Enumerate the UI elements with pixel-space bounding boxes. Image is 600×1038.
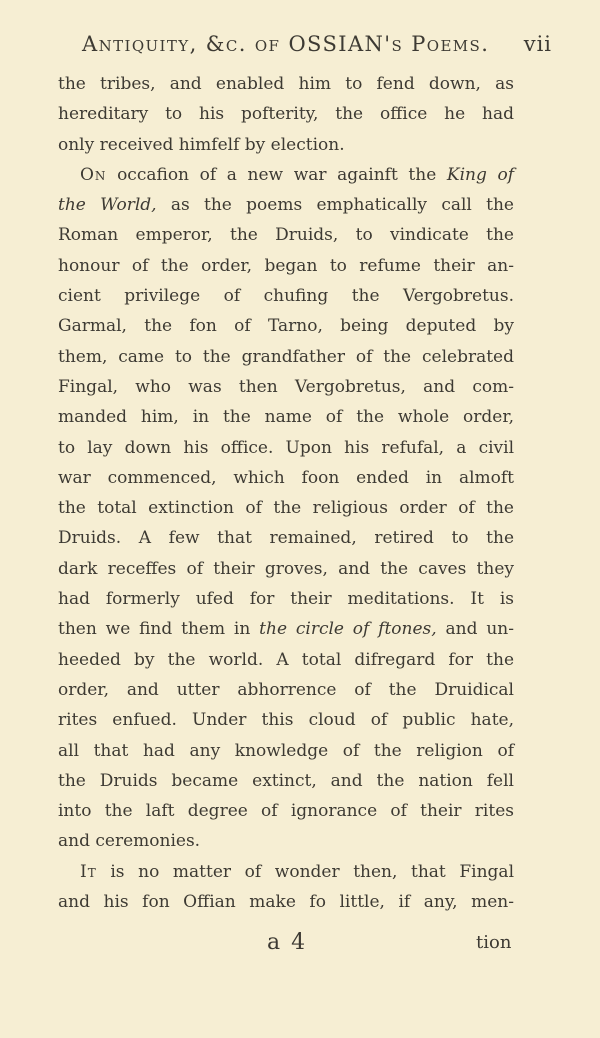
text-line bbox=[58, 614, 514, 644]
page-footer bbox=[0, 928, 600, 958]
text-line bbox=[58, 857, 514, 887]
text-line: Garmal, the fon of Tarno, being deputed by bbox=[58, 316, 514, 337]
italic-phrase: the circle of ftones, bbox=[259, 619, 437, 640]
text-line: the tribes, and enabled him to fend down, as bbox=[58, 74, 514, 94]
running-title: Antiquity, &c. of OSSIAN's Poems. bbox=[82, 32, 490, 56]
text-line: only received himfelf by election. bbox=[58, 134, 345, 155]
text-fragment: and un- bbox=[445, 619, 515, 640]
italic-phrase: King of bbox=[446, 164, 515, 185]
text-line: order, and utter abhorrence of the Druidical bbox=[58, 679, 514, 700]
text-fragment: is no matter of wonder then, that Fingal bbox=[110, 861, 515, 882]
text-line bbox=[58, 160, 514, 190]
text-line: Fingal, who was then Vergobretus, and com- bbox=[58, 376, 514, 397]
text-line bbox=[58, 190, 514, 220]
body-text bbox=[58, 69, 514, 917]
text-line: the Druids became extinct, and the nation fell bbox=[58, 770, 514, 791]
text-line: hereditary to his pofterity, the office he had bbox=[58, 104, 514, 125]
text-line: into the laft degree of ignorance of their rites bbox=[58, 801, 514, 822]
text-line: all that had any knowledge of the religion of bbox=[58, 740, 514, 761]
text-line: had formerly ufed for their meditations. It is bbox=[58, 589, 514, 610]
text-line: cient privilege of chufing the Vergobretus. bbox=[58, 286, 514, 307]
text-line: rites enfued. Under this cloud of public hate, bbox=[58, 710, 514, 731]
text-line: heeded by the world. A total difregard for the bbox=[58, 649, 514, 670]
text-line: Roman emperor, the Druids, to vindicate the bbox=[58, 225, 514, 246]
italic-phrase: the World, bbox=[58, 195, 157, 216]
paragraph-opening-word: It bbox=[80, 861, 97, 882]
text-line: Druids. A few that remained, retired to the bbox=[58, 528, 514, 549]
page-number: vii bbox=[523, 32, 552, 56]
text-fragment: then we find them in bbox=[58, 619, 251, 640]
signature-mark: a 4 bbox=[267, 930, 308, 955]
text-line: and ceremonies. bbox=[58, 831, 201, 852]
text-line: manded him, in the name of the whole order, bbox=[58, 407, 514, 428]
paragraph-opening-word: On bbox=[80, 164, 107, 185]
text-line: the total extinction of the religious order of the bbox=[58, 498, 514, 519]
catchword: tion bbox=[476, 932, 512, 953]
text-fragment: occafion of a new war againft the bbox=[117, 164, 437, 185]
text-line: dark receffes of their groves, and the caves they bbox=[58, 558, 514, 579]
text-fragment: as the poems emphatically call the bbox=[170, 195, 514, 216]
page-header bbox=[82, 32, 552, 66]
text-line: and his fon Offian make fo little, if any, men- bbox=[58, 892, 514, 913]
text-line: them, came to the grandfather of the celebrated bbox=[58, 346, 514, 367]
text-line: war commenced, which foon ended in almoft bbox=[58, 467, 514, 488]
text-line: honour of the order, began to refume their an- bbox=[58, 255, 514, 276]
text-line: to lay down his office. Upon his refufal, a civil bbox=[58, 437, 514, 458]
